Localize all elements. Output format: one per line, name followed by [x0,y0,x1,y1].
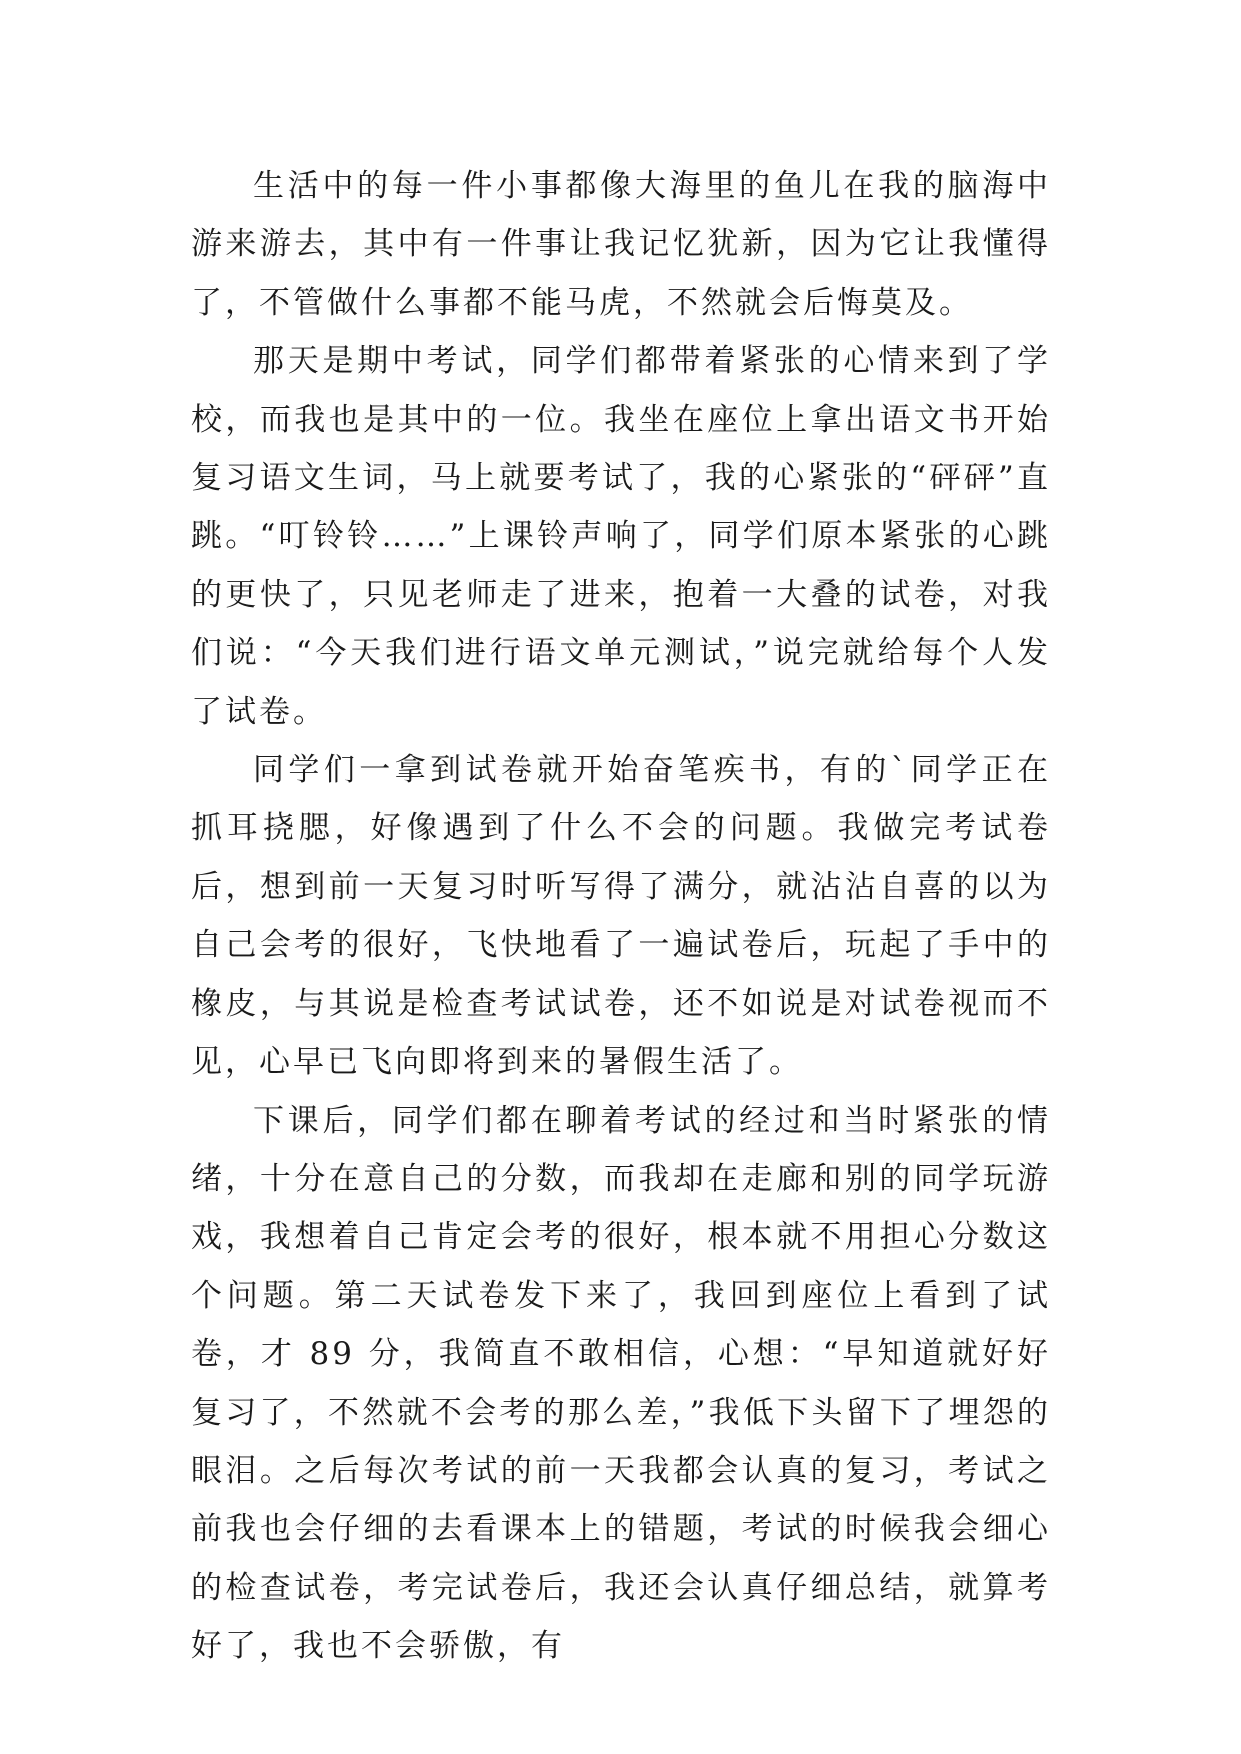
document-body [191,157,1051,1676]
paragraph-4: 下课后，同学们都在聊着考试的经过和当时紧张的情绪，十分在意自己的分数，而我却在走廊和别的同学玩游戏，我想着自己肯定会考的很好，根本就不用担心分数这个问题。第二天试卷发下来了，我回到座位上看到了试卷，才 89 分，我简直不敢相信，心想：“早知道就好好复习了，不然就不会考的那么差，”我低下头留下了埋怨的眼泪。之后每次考试的前一天我都会认真的复习，考试之前我也会仔细的去看课本上的错题，考试的时候我会细心的检查试卷，考完试卷后，我还会认真仔细总结，就算考好了，我也不会骄傲，有 [191,1102,1051,1665]
paragraph-2: 那天是期中考试，同学们都带着紧张的心情来到了学校，而我也是其中的一位。我坐在座位上拿出语文书开始复习语文生词，马上就要考试了，我的心紧张的“砰砰”直跳。“叮铃铃……”上课铃声响了，同学们原本紧张的心跳的更快了，只见老师走了进来，抱着一大叠的试卷，对我们说：“今天我们进行语文单元测试，”说完就给每个人发了试卷。 [191,343,1051,730]
paragraph-1: 生活中的每一件小事都像大海里的鱼儿在我的脑海中游来游去，其中有一件事让我记忆犹新，因为它让我懂得了，不管做什么事都不能马虎，不然就会后悔莫及。 [191,168,1051,321]
paragraph-3: 同学们一拿到试卷就开始奋笔疾书，有的`同学正在抓耳挠腮，好像遇到了什么不会的问题。我做完考试卷后，想到前一天复习时听写得了满分，就沾沾自喜的以为自己会考的很好，飞快地看了一遍试卷后，玩起了手中的橡皮，与其说是检查考试试卷，还不如说是对试卷视而不见，心早已飞向即将到来的暑假生活了。 [191,752,1051,1081]
